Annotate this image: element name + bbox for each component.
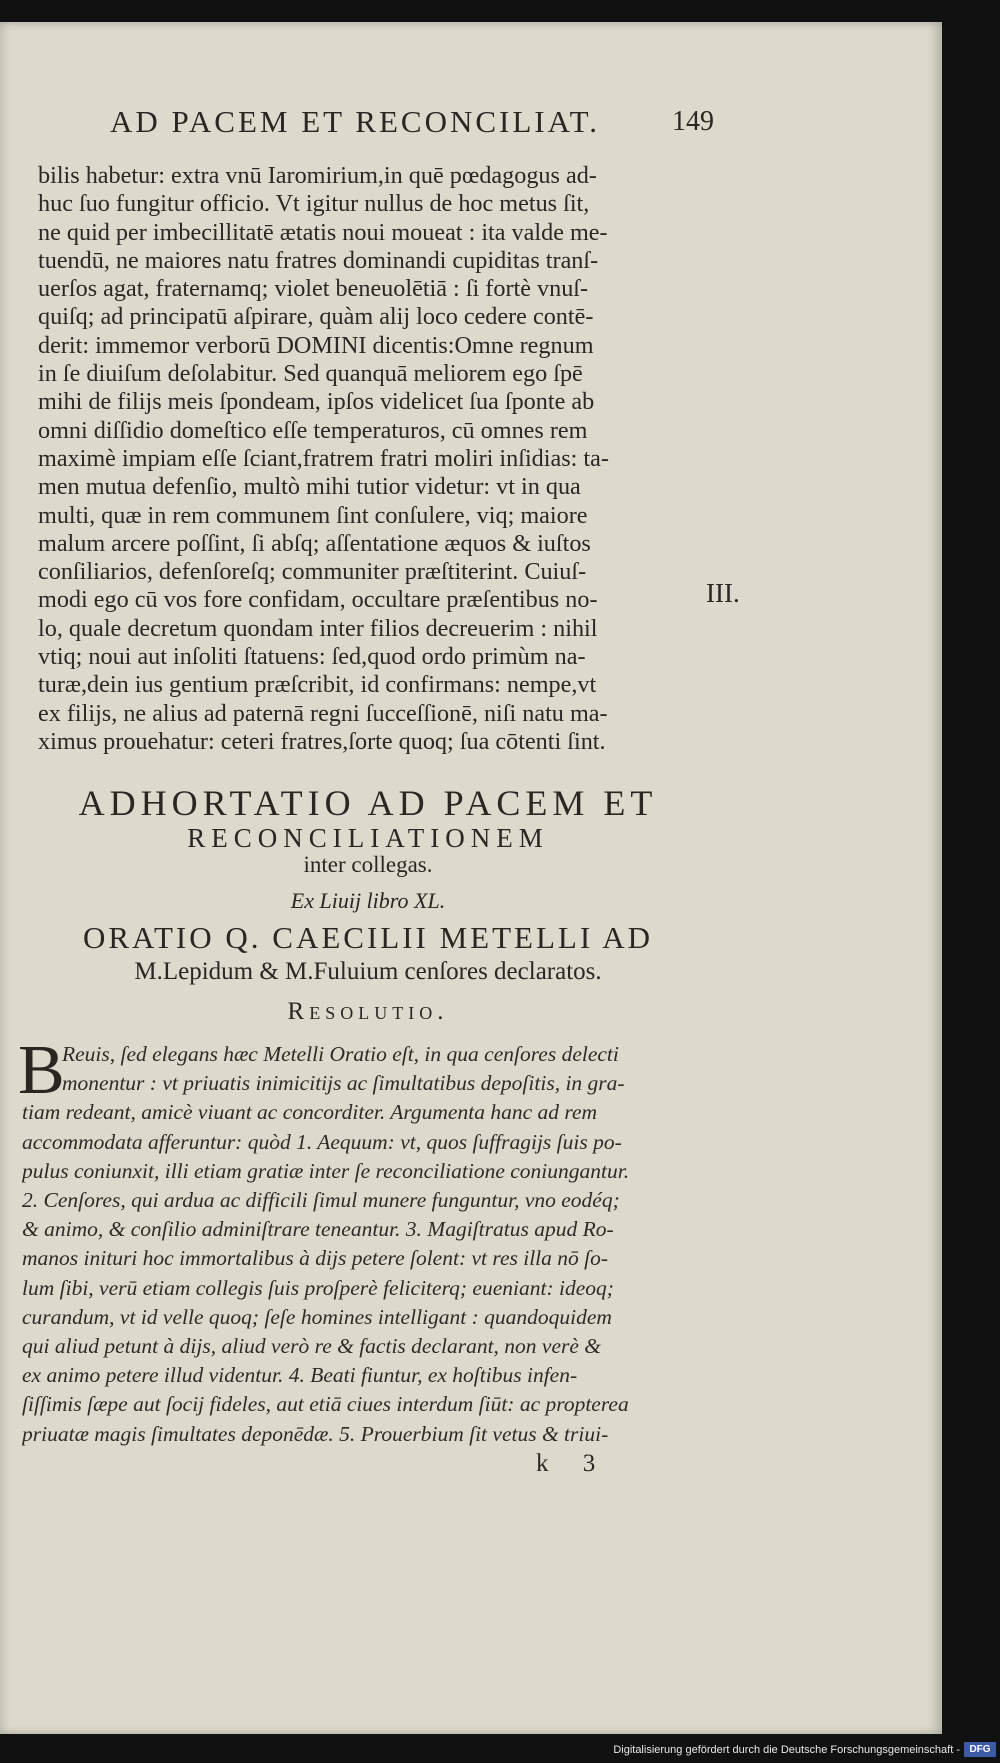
italic-line: Reuis, ſed elegans hæc Metelli Oratio eſt, in qua cenſores delecti: [62, 1042, 619, 1066]
text-line: conſiliarios, defenſoreſq; communiter præſtiterint. Cuiuſ-: [38, 558, 587, 586]
section-title: ADHORTATIO AD PACEM ET: [78, 783, 658, 823]
italic-line: lum ſibi, verū etiam collegis ſuis proſperè feliciterq; eueniant: ideoq;: [22, 1275, 614, 1300]
italic-line: priuatæ magis ſimultates deponēdæ. 5. Prouerbium ſit vetus & triui-: [22, 1421, 609, 1446]
text-line: uerſos agat, fraternamq; violet beneuolētiā : ſi fortè vnuſ-: [38, 275, 589, 303]
text-line: bilis habetur: extra vnū Iaromirium,in quē pœdagogus ad-: [38, 162, 597, 189]
italic-line: qui aliud petunt à dijs, aliud verò re & factis declarant, non verè &: [22, 1334, 602, 1359]
oratio-heading: ORATIO Q. CAECILII METELLI AD: [82, 920, 653, 955]
running-head: AD PACEM ET RECONCILIAT.: [110, 104, 600, 139]
italic-line: monentur : vt priuatis inimicitijs ac ſimultatibus depoſitis, in gra-: [62, 1071, 625, 1096]
funding-credit: Digitalisierung gefördert durch die Deutsche Forschungsgemeinschaft -: [613, 1744, 960, 1756]
text-line: ex filijs, ne alius ad paternā regni ſucceſſionē, niſi natu ma-: [38, 699, 608, 727]
italic-line: pulus coniunxit, illi etiam gratiæ inter ſe reconciliatione coniungantur.: [22, 1158, 630, 1183]
text-line: turæ,dein ius gentium præſcribit, id confirmans: nempe,vt: [38, 671, 597, 699]
text-line: multi, quæ in rem communem ſint conſulere, viq; maiore: [38, 501, 588, 529]
source-line: Ex Liuij libro XL.: [290, 888, 446, 913]
italic-line: ex animo petere illud videntur. 4. Beati fiuntur, ex hoſtibus infen-: [22, 1363, 578, 1388]
section-title-line-2: RECONCILIATIONEM: [187, 823, 549, 853]
italic-line: curandum, vt id velle quoq; ſeſe homines intelligant : quandoquidem: [22, 1304, 612, 1329]
italic-line: manos inituri hoc immortalibus à dijs petere ſolent: vt res illa nō ſo-: [22, 1246, 609, 1271]
text-line: modi ego cū vos fore confidam, occultare præſentibus no-: [38, 586, 598, 614]
marginal-note: III.: [706, 578, 740, 608]
text-line: tuendū, ne maiores natu fratres dominandi cupiditas tranſ-: [38, 246, 599, 274]
book-page: [0, 22, 942, 1734]
text-line: mihi de filijs meis ſpondeam, ipſos videlicet ſua ſponte ab: [38, 388, 595, 416]
text-line: maximè impiam eſſe ſciant,fratrem fratri moliri inſidias: ta-: [38, 444, 609, 472]
text-line: ne quid per imbecillitatē ætatis noui moueat : ita valde me-: [38, 218, 608, 246]
italic-line: 2. Cenſores, qui ardua ac difficili ſimul munere funguntur, vno eodéq;: [22, 1188, 620, 1213]
resolutio-text: [22, 1040, 712, 1449]
section-title-line-3: inter collegas.: [303, 852, 433, 877]
text-line: derit: immemor verborū DOMINI dicentis:Omne regnum: [38, 331, 594, 359]
text-line: quiſq; ad principatū aſpirare, quàm alij loco cedere contē-: [38, 303, 594, 331]
signature-mark: k 3: [536, 1450, 610, 1477]
dfg-logo: DFG: [964, 1742, 996, 1757]
text-line: men mutua defenſio, multò mihi tutior videtur: vt in qua: [38, 473, 581, 501]
oratio-subheading: M.Lepidum & M.Fuluium cenſores declaratos.: [134, 958, 602, 985]
italic-line: ſiſſimis ſæpe aut ſocij fideles, aut etiā ciues interdum ſiūt: ac propterea: [22, 1392, 629, 1417]
text-line: huc ſuo fungitur officio. Vt igitur nullus de hoc metus ſit,: [38, 190, 590, 218]
italic-line: & animo, & conſilio adminiſtrare teneantur. 3. Magiſtratus apud Ro-: [22, 1217, 614, 1242]
italic-line: accommodata afferuntur: quòd 1. Aequum: vt, quos ſuffragijs ſuis po-: [22, 1129, 622, 1154]
text-line: malum arcere poſſint, ſi abſq; aſſentatione æquos & iuſtos: [38, 529, 591, 557]
text-line: vtiq; noui aut inſoliti ſtatuens: ſed,quod ordo primùm na-: [38, 643, 586, 671]
text-line: ximus prouehatur: ceteri fratres,ſorte quoq; ſua cōtenti ſint.: [38, 727, 606, 755]
resolutio-heading: Resolutio.: [287, 998, 449, 1025]
page-number: 149: [672, 106, 714, 137]
italic-line: tiam redeant, amicè viuant ac concorditer. Argumenta hanc ad rem: [22, 1100, 598, 1125]
drop-initial: B: [18, 1032, 65, 1109]
text-line: in ſe diuiſum deſolabitur. Sed quanquā meliorem ego ſpē: [38, 360, 583, 388]
text-line: lo, quale decretum quondam inter filios decreuerim : nihil: [38, 614, 598, 642]
text-line: omni diſſidio domeſtico eſſe temperaturos, cū omnes rem: [38, 416, 588, 444]
body-text: [38, 162, 716, 756]
